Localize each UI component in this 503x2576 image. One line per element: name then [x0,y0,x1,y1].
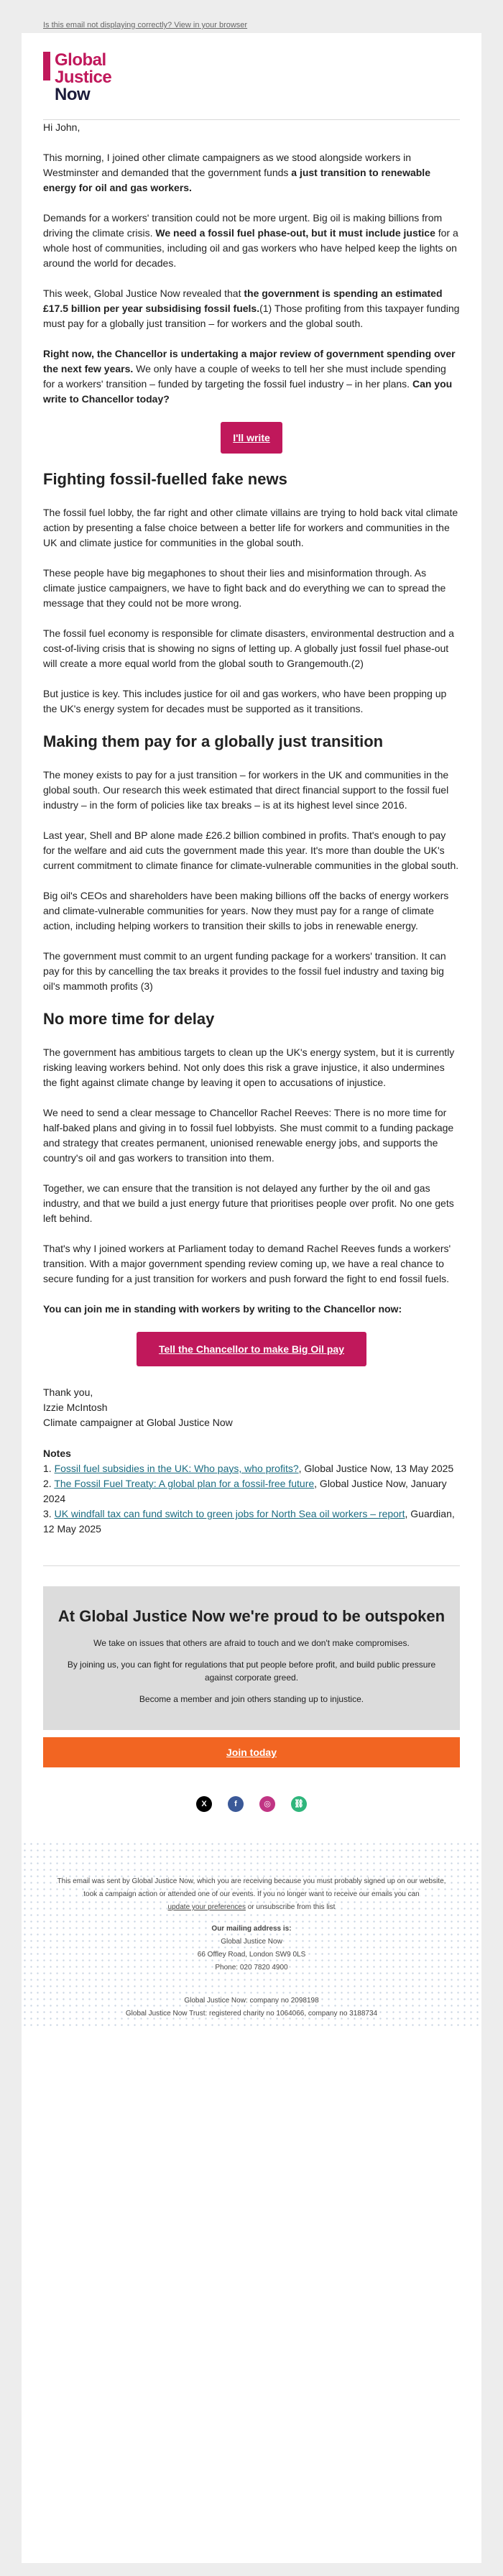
footer-company-info: Global Justice Now: company no 2098198 Global Justice Now Trust: registered charity no 1064066, company no 3188734 [125,1997,378,2018]
notes [43,1446,460,1537]
join-today-button[interactable]: Join today [43,1737,460,1767]
preheader [0,0,503,33]
footer-address: Our mailing address is: Global Justice Now 66 Offley Road, London SW9 0LS Phone: 020 7820 4900 [197,1925,306,1972]
email-card [22,33,481,2563]
section1-paragraph: These people have big megaphones to shout their lies and misinformation through. As climate justice campaigners, we have to fight back and do everything we can to spread the message that they could not be more wrong. [43,567,446,609]
logo-wordmark [55,52,111,104]
note-link[interactable]: The Fossil Fuel Treaty: A global plan for a fossil-free future [54,1478,315,1489]
section2-paragraph: Big oil's CEOs and shareholders have been making billions off the backs of energy workers and climate-vulnerable communities for years. Now they must pay for a range of climate action, including helping workers to transition their skills to jobs in renewable energy. [43,890,449,932]
logo-mark-icon [43,52,50,96]
link-icon[interactable]: ⛓ [291,1796,307,1812]
section1-paragraph: The fossil fuel economy is responsible for climate disasters, environmental destruction and a cost-of-living crisis that is showing no signs of letting up. A globally just fossil fuel phase-out will create a more equal world from the global south to Grangemouth.(2) [43,627,454,669]
section2-paragraph: Last year, Shell and BP alone made £26.2 billion combined in profits. That's enough to pay for the welfare and aid cuts the government made this year. It's more than double the UK's current commitment to climate finance for climate-vulnerable communities in the global south. [43,829,459,871]
note-item: 3. UK windfall tax can fund switch to green jobs for North Sea oil workers – report, Guardian, 12 May 2025 [43,1508,455,1535]
intro-paragraph-2: Demands for a workers' transition could not be more urgent. Big oil is making billions from driving the climate crisis. We need a fossil fuel phase-out, but it must include justice for a whole host of communities, including oil and gas workers who have helped keep the lights on around the world for decades. [43,212,458,269]
signoff-role: Climate campaigner at Global Justice Now [43,1417,233,1428]
note-item: 2. The Fossil Fuel Treaty: A global plan for a fossil-free future, Global Justice Now, January 2024 [43,1478,447,1504]
brand-logo[interactable] [43,33,460,119]
note-item: 1. Fossil fuel subsidies in the UK: Who pays, who profits?, Global Justice Now, 13 May 2025 [43,1463,454,1474]
section-heading-make-them-pay: Making them pay for a globally just transition [43,732,384,750]
promo-text: Become a member and join others standing up to injustice. [139,1694,364,1704]
membership-promo [43,1586,460,1730]
intro-paragraph-4: Right now, the Chancellor is undertaking a major review of government spending over the next few years. We only have a couple of weeks to tell her she must include spending for a workers' transition – funded by targeting the fossil fuel industry – in her plans. Can you write to Chancellor today? [43,348,456,405]
section3-paragraph: That's why I joined workers at Parliament today to demand Rachel Reeves funds a workers' transition. With a major government spending review coming up, we have a real chance to secure funding for a just transition for workers and push forward the fight to end fossil fuels. [43,1243,451,1284]
footer-sent-notice: This email was sent by Global Justice Now, which you are receiving because you must probably signed up on our website, took a campaign action or attended one of our events. If you no longer want to receive our emails you can update your preferences or unsubscribe from this list [57,1877,446,1911]
tell-chancellor-button[interactable]: Tell the Chancellor to make Big Oil pay [137,1332,366,1366]
note-link[interactable]: Fossil fuel subsidies in the UK: Who pays, who profits? [54,1463,299,1474]
section3-paragraph: Together, we can ensure that the transition is not delayed any further by the oil and gas industry, and that we build a just energy future that prioritises people over profit. No one gets left behind. [43,1182,454,1224]
facebook-icon[interactable]: f [228,1796,244,1812]
social-links [22,1796,481,1812]
promo-text: We take on issues that others are afraid to touch and we don't make compromises. [93,1638,410,1648]
section2-paragraph: The government must commit to an urgent funding package for a workers' transition. It can pay for this by cancelling the tax breaks it provides to the fossil fuel industry and taxing big oil's mammoth profits (3) [43,950,446,992]
update-preferences-link[interactable]: update your preferences [167,1903,246,1911]
logo-line-1: Global [55,50,106,70]
section1-paragraph: The fossil fuel lobby, the far right and other climate villains are trying to hold back vital climate action by presenting a false choice between a better life for workers and communities in the UK and climate justice for communities in the global south. [43,507,458,548]
section2-paragraph: The money exists to pay for a just transition – for workers in the UK and communities in the global south. Our research this week estimated that direct financial support to the fossil fuel industry – in the form of policies like tax breaks – is at its highest level since 2016. [43,769,449,811]
signoff-thanks: Thank you, [43,1386,93,1398]
signoff [43,1385,460,1430]
x-icon[interactable]: X [196,1796,212,1812]
intro-paragraph-3: This week, Global Justice Now revealed that the government is spending an estimated £17.5 billion per year subsidising fossil fuels.(1) Those profiting from this taxpayer funding must pay for a globally just transition – for workers and the global south. [43,288,460,329]
intro-paragraph-1: This morning, I joined other climate campaigners as we stood alongside workers in Westminster and demanded that the government funds a just transition to renewable energy for oil and gas workers. [43,152,430,193]
footer [22,1841,481,2028]
instagram-icon[interactable]: ◎ [259,1796,275,1812]
section3-call-to-action-text: You can join me in standing with workers by writing to the Chancellor now: [43,1303,402,1315]
view-in-browser-link[interactable]: Is this email not displaying correctly? View in your browser [43,21,248,29]
section-heading-fake-news: Fighting fossil-fuelled fake news [43,470,287,488]
logo-line-2: Justice [55,68,112,87]
section1-paragraph: But justice is key. This includes justice for oil and gas workers, who have been propping up the UK's energy system for decades must be supported as it transitions. [43,688,447,714]
ill-write-button[interactable]: I'll write [221,422,282,454]
section3-paragraph: We need to send a clear message to Chancellor Rachel Reeves: There is no more time for half-baked plans and giving in to fossil fuel lobbyists. She must commit to a funding package and strategy that creates permanent, unionised renewable energy jobs, and supports the country's oil and gas workers to transition into them. [43,1107,454,1164]
section-heading-no-more-delay: No more time for delay [43,1010,215,1028]
promo-heading: At Global Justice Now we're proud to be outspoken [57,1607,446,1625]
promo-text: By joining us, you can fight for regulations that put people before profit, and build public pressure against corporate greed. [67,1660,436,1683]
content-divider [43,1565,460,1566]
greeting: Hi John, [43,121,80,133]
notes-title: Notes [43,1448,71,1459]
note-link[interactable]: UK windfall tax can fund switch to green jobs for North Sea oil workers – report [54,1508,405,1519]
logo-line-3: Now [55,85,91,104]
signoff-name: Izzie McIntosh [43,1402,108,1413]
section3-paragraph: The government has ambitious targets to clean up the UK's energy system, but it is currently risking leaving workers behind. Not only does this risk a grave injustice, it also undermines the fight against climate change by leaving it open to accusations of injustice. [43,1046,455,1088]
